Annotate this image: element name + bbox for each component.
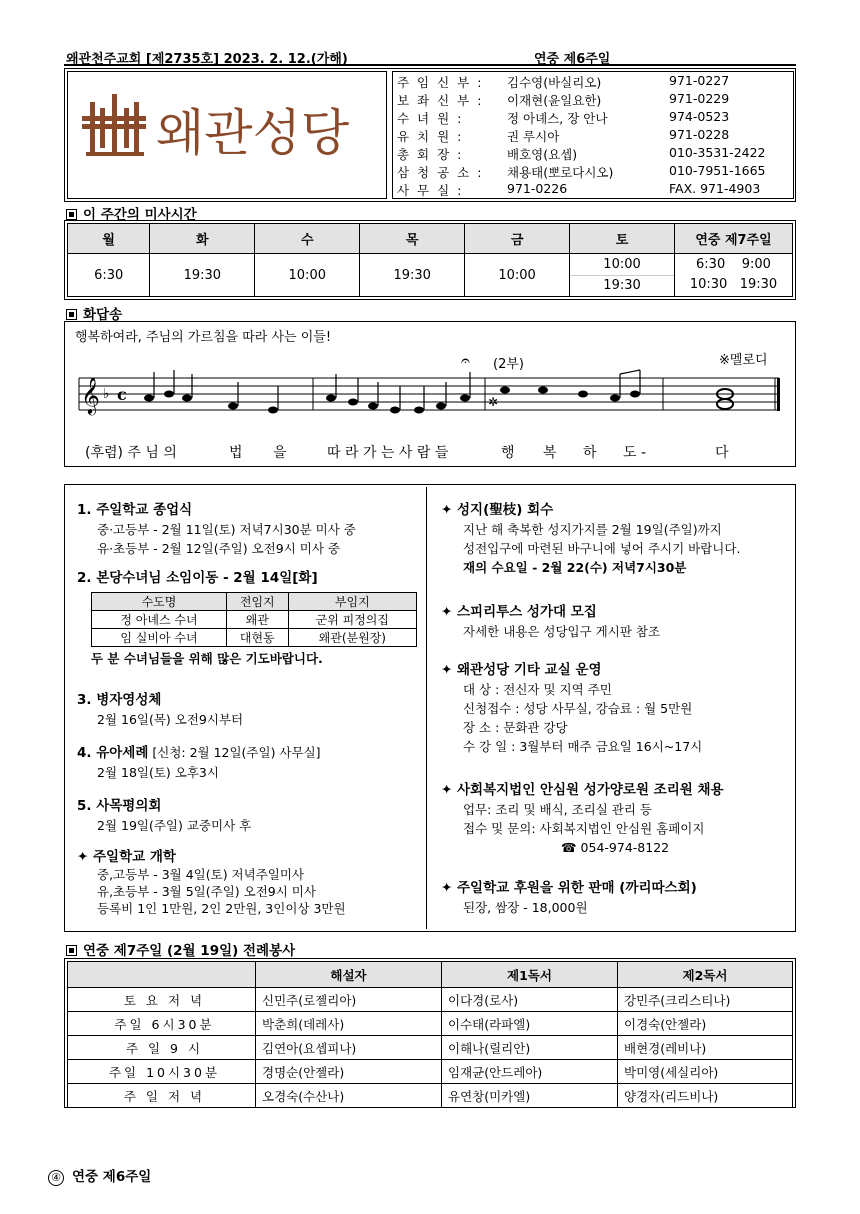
lyric: 하	[583, 445, 597, 461]
phone-number: ☎ 054-974-8122	[561, 840, 670, 855]
staff-row: 사 무 실 : 971-0226 FAX. 971-4903	[397, 181, 761, 198]
liturgical-week: 연중 제6주일	[534, 52, 611, 67]
lyric: 법	[229, 445, 243, 461]
table-row: 주 일 저 녁 오경숙(수산나) 유연창(미카엘) 양경자(리드비나)	[68, 1084, 793, 1108]
svg-text:c: c	[117, 385, 127, 404]
staff-row: 삼 청 공 소 : 채용태(뽀로다시오) 010-7951-1665	[397, 163, 766, 180]
announcement-item: 3. 병자영성체 2월 16일(목) 오전9시부터	[77, 692, 244, 727]
page-footer: ④ 연중 제6주일	[48, 1165, 151, 1186]
liturgy-service-heading: 연중 제7주일 (2월 19일) 전례봉사	[66, 939, 295, 959]
section-bullet-icon	[66, 309, 77, 320]
lyric: 행	[501, 445, 515, 461]
parish-logo	[67, 71, 387, 199]
announcements-right	[429, 487, 793, 929]
church-logo-icon	[68, 72, 386, 198]
section-bullet-icon	[66, 945, 77, 956]
saturday-times: 10:00 19:30	[570, 254, 675, 297]
announcement-item: ✦ 사회복지법인 안심원 성가양로원 조리원 채용 업무: 조리 및 배식, 조리실 관리 등 접수 및 문의: 사회복지법인 안심원 홈페이지 ☎ 054-974-8122	[441, 781, 791, 857]
announcement-item: 4. 유아세례 [신청: 2월 12일(주일) 사무실] 2월 18일(토) 오후3시	[77, 745, 321, 780]
staff-row: 총 회 장 : 배호영(요셉) 010-3531-2422	[397, 145, 766, 162]
table-row: 주일 10시30분 경명순(안젤라) 임재균(안드레아) 박미영(세실리아)	[68, 1060, 793, 1084]
bulletin-header	[64, 46, 796, 66]
announcement-item: ✦ 주일학교 후원을 위한 판매 (까리따스회) 된장, 쌈장 - 18,000원	[441, 880, 697, 915]
mass-times-box	[64, 220, 796, 300]
psalm-refrain-text: 행복하여라, 주님의 가르침을 따라 사는 이들!	[75, 330, 332, 345]
staff-row: 주 임 신 부 : 김수영(바실리오) 971-0227	[397, 73, 730, 90]
lyric: 을	[273, 445, 287, 461]
table-row: 주일 6시30분 박춘희(데레사) 이수태(라파엘) 이경숙(안젤라)	[68, 1012, 793, 1036]
music-staff-icon	[73, 348, 789, 438]
melody-label: ※멜로디	[719, 353, 768, 368]
lyric: 다	[715, 445, 729, 461]
section-bullet-icon	[66, 209, 77, 220]
liturgy-service-box	[64, 958, 796, 1108]
page-number: ④	[48, 1170, 64, 1186]
table-row: 주 일 9 시 김연아(요셉피나) 이해나(릴리안) 배현경(레비나)	[68, 1036, 793, 1060]
staff-row: 보 좌 신 부 : 이재현(윤일요한) 971-0229	[397, 91, 730, 108]
svg-text:𝄐: 𝄐	[461, 351, 470, 370]
responsorial-psalm-box	[64, 321, 796, 467]
liturgy-service-table: 해설자 제1독서 제2독서 토 요 저 녁 신민주(로젤리아) 이다경(로사) 강민주(크리스티나) 주일 6시30분 박춘희(데레사) 이수태(라파엘) 이경숙(안젤라) 주 일 9 시 김연아(요셉피나) 이해나(릴리안) 배현경(레비나) 주일 10시30분 경명순(안젤라) 임재균(안드레아) 박미영(세실리아) 주 일 저 녁 오경숙(수산나) 유연창(미카엘) 양경자(리드비나)	[67, 961, 793, 1108]
lyric: 도 -	[623, 445, 647, 461]
part-label: (2부)	[493, 357, 524, 372]
staff-row: 수 녀 원 : 정 아녜스, 장 안나 974-0523	[397, 109, 730, 126]
announcement-item: ✦ 주일학교 개학 중,고등부 - 3월 4일(토) 저녁주일미사 유,초등부 - 3월 5일(주일) 오전9시 미사 등록비 1인 1만원, 2인 2만원, 3인이상 3만원	[77, 849, 346, 916]
announcement-item: 2. 본당수녀님 소임이동 - 2월 14일[화] 수도명 전임지 부임지 정 아녜스 수녀 왜관 군위 피정의집 임 실비아 수녀 대현동 왜관(분원장) 두 분 수녀님들을 위해 많은 기도바랍니다.	[77, 569, 427, 668]
announcement-item: ✦ 성지(聖枝) 회수 지난 해 축복한 성지가지를 2월 19일(주일)까지 성전입구에 마련된 바구니에 넣어 주시기 바랍니다. 재의 수요일 - 2월 22(수) 저녁7시30분	[441, 502, 741, 575]
svg-text:𝄞: 𝄞	[81, 376, 100, 414]
sunday-times: 6:30 9:00 10:30 19:30	[675, 254, 793, 297]
staff-directory	[392, 71, 794, 199]
bulletin-issue: 왜관천주교회 [제2735호] 2023. 2. 12.(가해)	[66, 52, 348, 67]
lyric: 복	[543, 445, 557, 461]
svg-text:♭: ♭	[103, 386, 110, 402]
announcement-item: 5. 사목평의회 2월 19일(주일) 교중미사 후	[77, 798, 252, 833]
announcement-item: ✦ 왜관성당 기타 교실 운영 대 상 : 전신자 및 지역 주민 신청접수 : 성당 사무실, 강습료 : 월 5만원 장 소 : 문화관 강당 수 강 일 : 3월부터 매주 금요일 16시~17시	[441, 662, 703, 754]
lyric: 따 라 가 는 사 람 들	[327, 445, 449, 461]
nun-transfer-table: 수도명 전임지 부임지 정 아녜스 수녀 왜관 군위 피정의집 임 실비아 수녀 대현동 왜관(분원장)	[91, 592, 417, 647]
mass-times-table: 월 화 수 목 금 토 연중 제7주일 6:30 19:30 10:00 19:30 10:00 10:00 19:30 6:30 9:00 10:30 19:30	[67, 223, 793, 297]
mass-times-heading: 이 주간의 미사시간	[66, 203, 197, 223]
parish-info-box	[64, 68, 796, 202]
svg-text:✲: ✲	[488, 395, 499, 409]
staff-row: 유 치 원 : 권 루시아 971-0228	[397, 127, 730, 144]
logo-text: 왜관성당	[156, 104, 350, 162]
announcements-left	[67, 487, 427, 929]
table-row: 토 요 저 녁 신민주(로젤리아) 이다경(로사) 강민주(크리스티나)	[68, 988, 793, 1012]
announcement-item: ✦ 스피리투스 성가대 모집 자세한 내용은 성당입구 게시판 참조	[441, 604, 661, 639]
announcement-item: 1. 주일학교 종업식 중·고등부 - 2월 11일(토) 저녁7시30분 미사 중 유·초등부 - 2월 12일(주일) 오전9시 미사 중	[77, 502, 356, 556]
lyric: (후렴) 주 님 의	[85, 445, 177, 461]
psalm-heading: 화답송	[66, 303, 122, 323]
announcements-box	[64, 484, 796, 932]
